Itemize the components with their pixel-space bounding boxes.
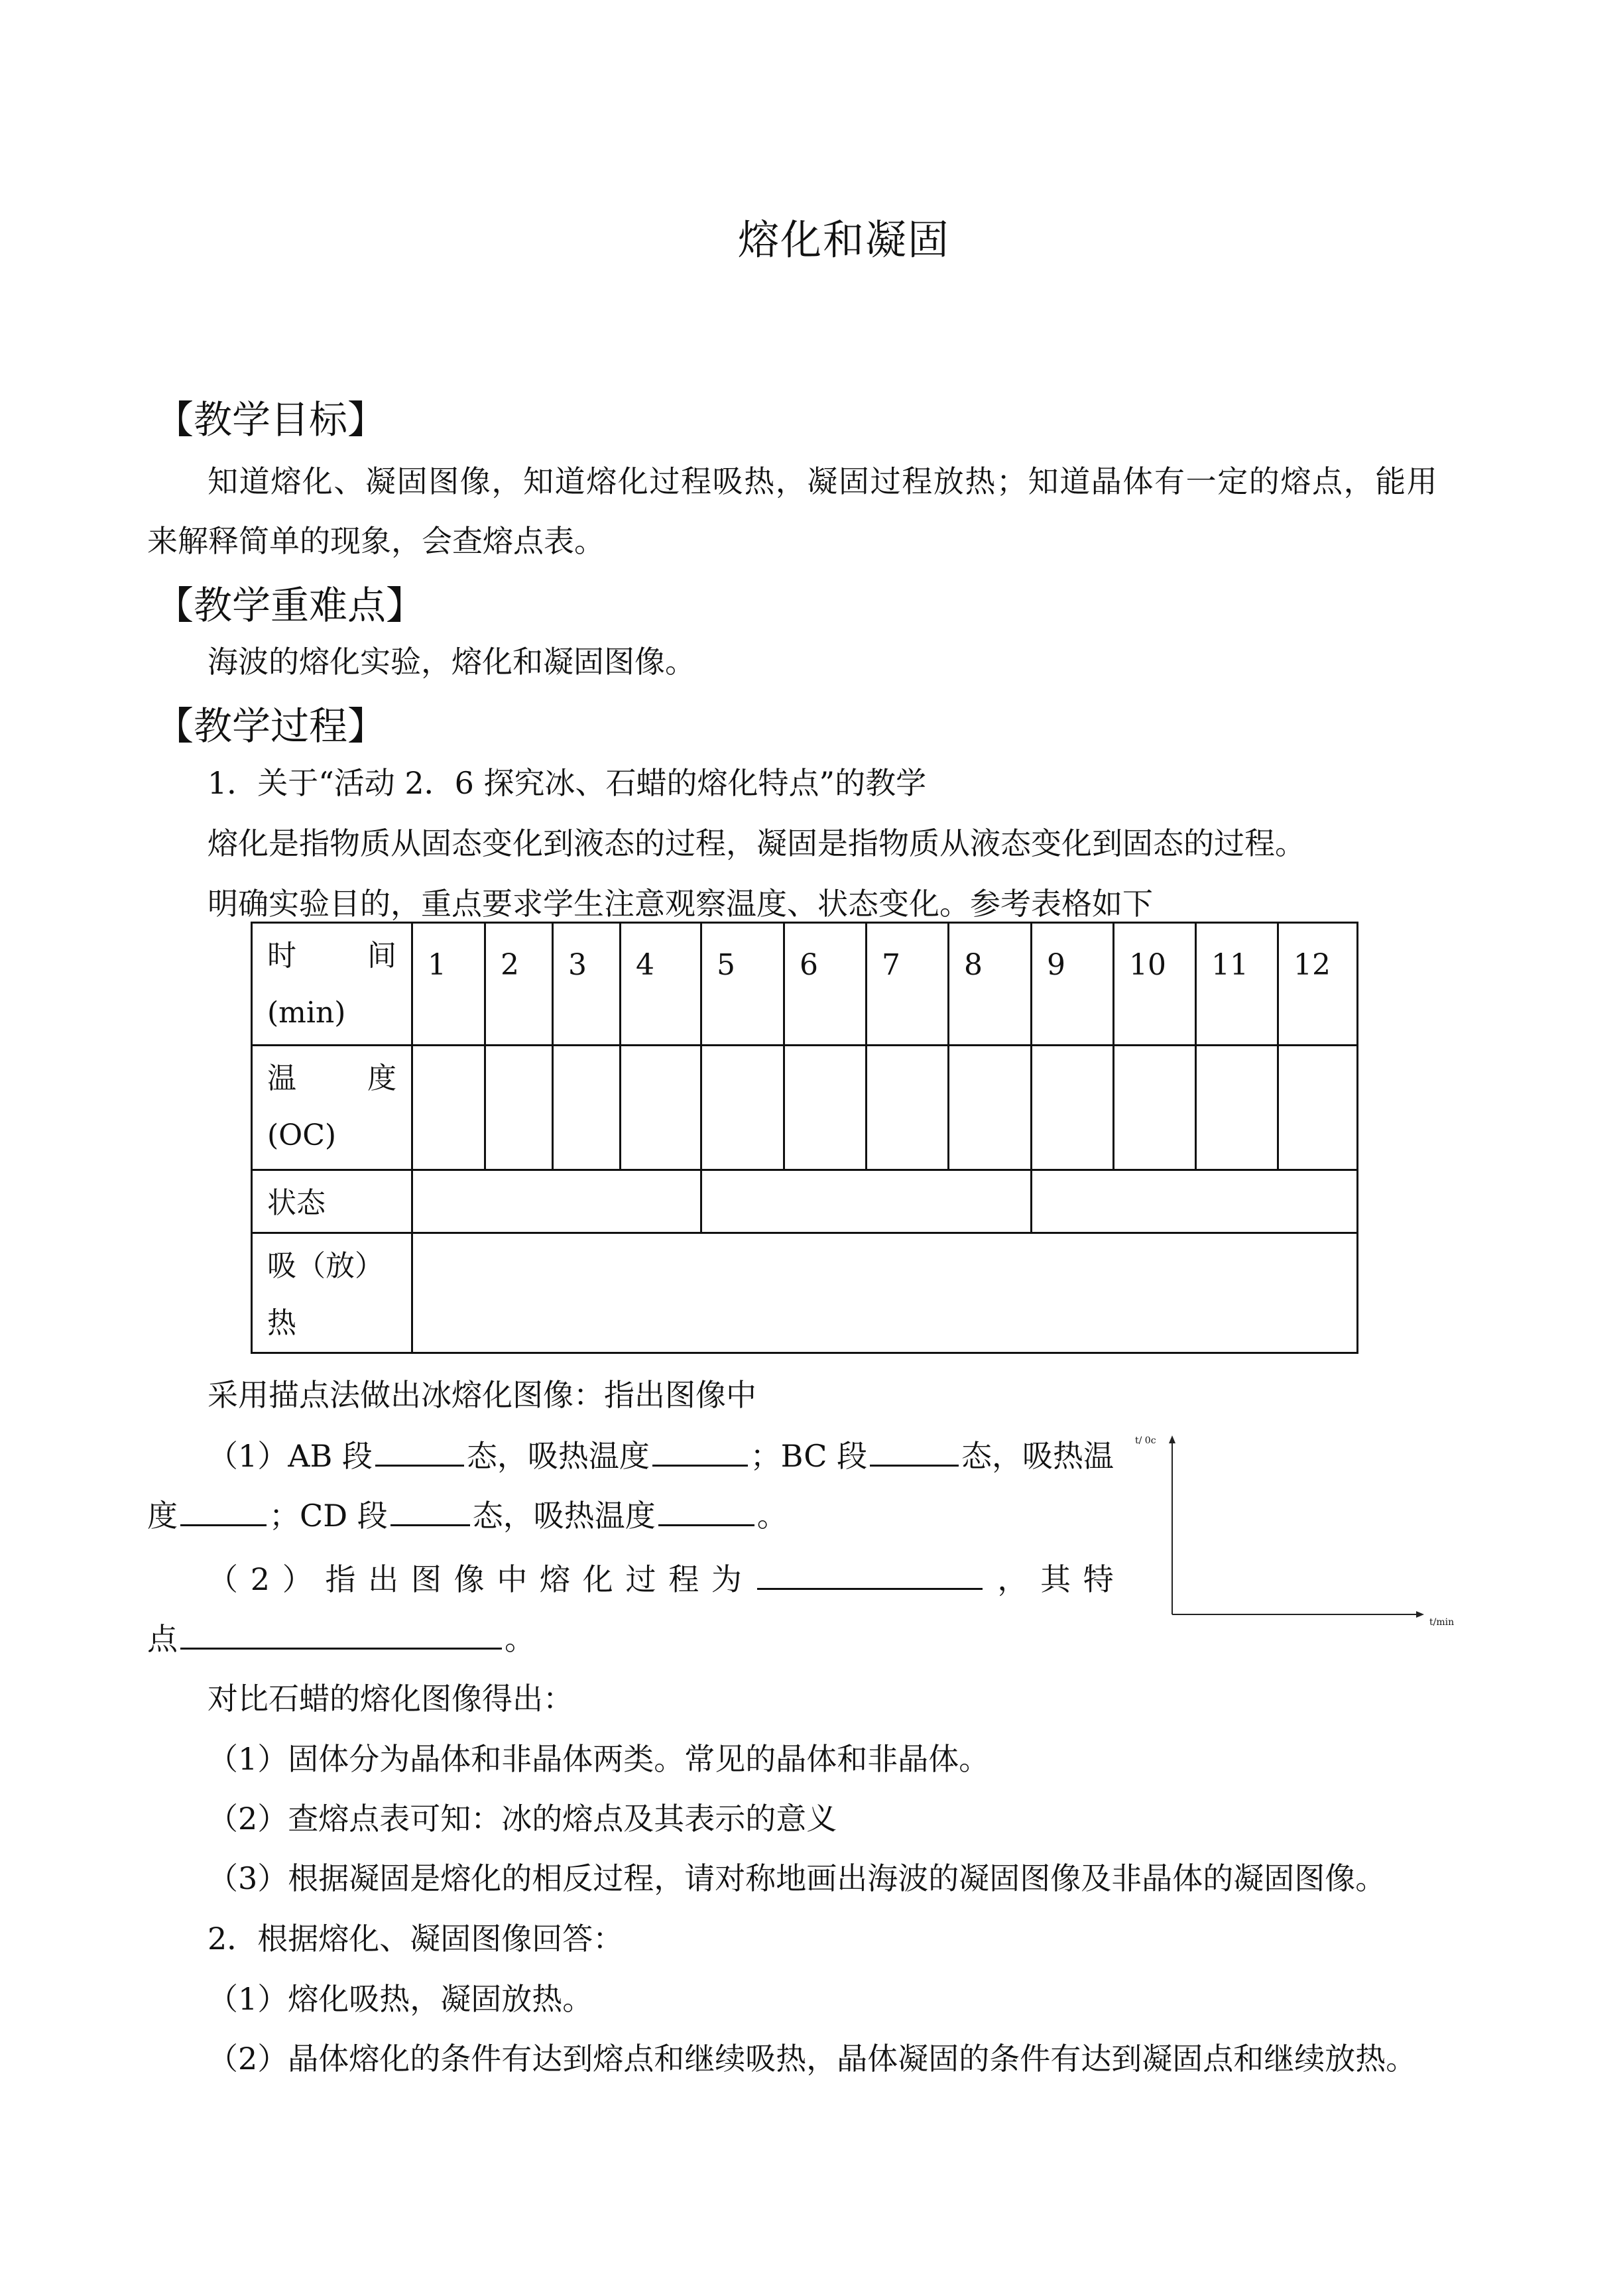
question-1-line2: 度 ；CD 段 态，吸热温度 。	[147, 1498, 788, 1534]
row-label-time: 时 间 (min)	[252, 923, 412, 1046]
minute-cell: 5	[701, 923, 784, 1046]
minute-cell: 11	[1196, 923, 1278, 1046]
state-cell[interactable]	[1032, 1170, 1358, 1233]
y-axis-label: t/ 0c	[1135, 1435, 1156, 1446]
difficulty-text: 海波的熔化实验，熔化和凝固图像。	[208, 644, 695, 680]
question-2-line2: 点 。	[147, 1621, 535, 1657]
minute-cell: 2	[485, 923, 553, 1046]
temperature-cell[interactable]	[1114, 1046, 1196, 1170]
process-item-1: 1．关于“活动 2．6 探究冰、石蜡的熔化特点”的教学	[208, 765, 927, 801]
answers-heading: 2．根据熔化、凝固图像回答：	[208, 1921, 624, 1957]
section-heading-process: 【教学过程】	[155, 703, 387, 749]
minute-cell: 8	[949, 923, 1032, 1046]
comparison-item-3: （3）根据凝固是熔化的相反过程，请对称地画出海波的凝固图像及非晶体的凝固图像。	[208, 1860, 1386, 1896]
state-cell[interactable]	[412, 1170, 701, 1233]
temperature-cell[interactable]	[553, 1046, 621, 1170]
x-axis-label: t/min	[1429, 1617, 1455, 1628]
goals-text-line2: 来解释简单的现象，会查熔点表。	[147, 523, 605, 559]
row-label-temperature: 温 度 (OC)	[252, 1046, 412, 1170]
answer-blank[interactable]	[375, 1439, 464, 1467]
answer-blank[interactable]	[652, 1439, 748, 1467]
page-title: 熔化和凝固	[738, 215, 951, 264]
minute-cell: 4	[621, 923, 701, 1046]
process-paragraph-definition: 熔化是指物质从固态变化到液态的过程，凝固是指物质从液态变化到固态的过程。	[208, 825, 1305, 861]
heat-cell[interactable]	[412, 1233, 1358, 1353]
minute-cell: 7	[867, 923, 949, 1046]
blank-graph-axes[interactable]	[1135, 1435, 1485, 1642]
temperature-cell[interactable]	[1032, 1046, 1114, 1170]
row-label-state: 状态	[252, 1170, 412, 1233]
minute-cell: 6	[784, 923, 867, 1046]
y-axis-arrow-icon	[1169, 1435, 1175, 1443]
answer-blank[interactable]	[391, 1499, 470, 1526]
process-paragraph-table-intro: 明确实验目的，重点要求学生注意观察温度、状态变化。参考表格如下	[208, 886, 1153, 922]
goals-text-line1: 知道熔化、凝固图像，知道熔化过程吸热，凝固过程放热；知道晶体有一定的熔点，能用	[208, 463, 1439, 499]
table-row-temperature	[252, 1046, 1358, 1170]
graph-intro: 采用描点法做出冰熔化图像：指出图像中	[208, 1377, 756, 1413]
minute-cell: 1	[412, 923, 485, 1046]
minute-cell: 3	[553, 923, 621, 1046]
answer-item-1: （1）熔化吸热，凝固放热。	[208, 1981, 593, 2017]
section-heading-difficulty: 【教学重难点】	[155, 583, 425, 628]
axes-svg	[1167, 1435, 1485, 1634]
temperature-cell[interactable]	[412, 1046, 485, 1170]
question-2-line1: （ 2 ） 指 出 图 像 中 熔 化 过 程 为 ， 其 特	[208, 1561, 1114, 1597]
question-1-line1: （1）AB 段 态，吸热温度 ；BC 段 态，吸热温	[208, 1438, 1114, 1474]
answer-blank[interactable]	[658, 1499, 754, 1526]
answer-blank[interactable]	[870, 1439, 959, 1467]
comparison-intro: 对比石蜡的熔化图像得出：	[208, 1681, 573, 1717]
temperature-cell[interactable]	[701, 1046, 784, 1170]
temperature-cell[interactable]	[867, 1046, 949, 1170]
table-row-time	[252, 923, 1358, 1046]
observation-table	[251, 922, 1358, 1354]
temperature-cell[interactable]	[1278, 1046, 1358, 1170]
temperature-cell[interactable]	[485, 1046, 553, 1170]
x-axis-arrow-icon	[1416, 1611, 1424, 1618]
answer-blank[interactable]	[757, 1563, 983, 1590]
state-cell[interactable]	[701, 1170, 1032, 1233]
comparison-item-1: （1）固体分为晶体和非晶体两类。常见的晶体和非晶体。	[208, 1741, 990, 1777]
section-heading-goals: 【教学目标】	[155, 397, 387, 442]
row-label-heat: 吸（放） 热	[252, 1233, 412, 1353]
answer-blank[interactable]	[180, 1622, 502, 1650]
temperature-cell[interactable]	[621, 1046, 701, 1170]
temperature-cell[interactable]	[784, 1046, 867, 1170]
temperature-cell[interactable]	[949, 1046, 1032, 1170]
temperature-cell[interactable]	[1196, 1046, 1278, 1170]
answer-item-2: （2）晶体熔化的条件有达到熔点和继续吸热，晶体凝固的条件有达到凝固点和继续放热。	[208, 2041, 1417, 2077]
table-row-heat	[252, 1233, 1358, 1353]
comparison-item-2: （2）查熔点表可知：冰的熔点及其表示的意义	[208, 1801, 837, 1837]
minute-cell: 12	[1278, 923, 1358, 1046]
answer-blank[interactable]	[180, 1499, 267, 1526]
table-row-state	[252, 1170, 1358, 1233]
minute-cell: 10	[1114, 923, 1196, 1046]
minute-cell: 9	[1032, 923, 1114, 1046]
